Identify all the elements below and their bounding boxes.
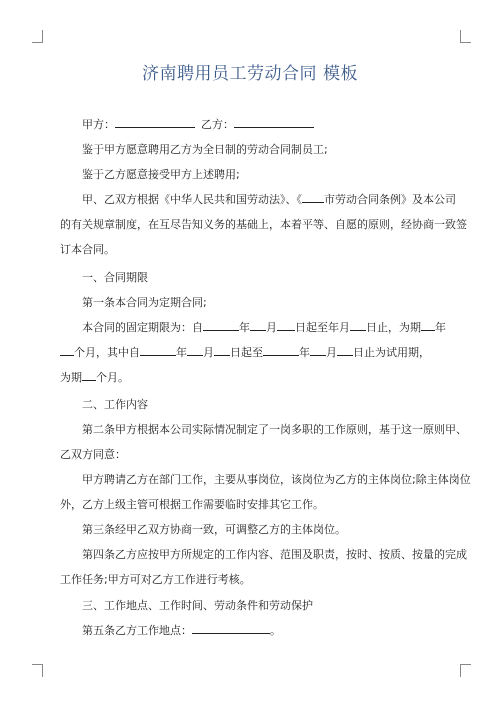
period-years-blank[interactable]	[421, 319, 435, 331]
trial-months-blank[interactable]	[82, 369, 96, 381]
year-word: 年	[299, 346, 310, 359]
paragraph-line: 订本合同。	[60, 243, 115, 256]
trial-end-year-blank[interactable]	[263, 344, 299, 356]
paragraph-line: 第一条本合同为定期合同;	[82, 296, 207, 309]
year-word: 年	[239, 321, 250, 334]
term-text: 本合同的固定期限为：自	[82, 321, 203, 334]
start-year-blank[interactable]	[203, 319, 239, 331]
paragraph-line: 第二条甲方根据本公司实际情况制定了一岗多职的工作原则，基于这一原则甲、	[82, 423, 467, 436]
day-end-trial-text: 日止为试用期，	[353, 346, 430, 359]
term-line	[82, 319, 446, 336]
month-suffix-text: 个月。	[96, 371, 129, 384]
day-from-to-text: 日起至年月	[295, 321, 350, 334]
work-location-line	[82, 622, 281, 639]
trial-text: 个月，其中自	[74, 346, 140, 359]
section-heading: 三、工作地点、工作时间、劳动条件和劳动保护	[82, 599, 313, 612]
month-word: 月	[203, 346, 214, 359]
crop-mark-top-right	[460, 30, 471, 43]
paragraph-line: 甲方聘请乙方在部门工作，主要从事岗位，该岗位为乙方的主体岗位;除主体岗位	[82, 473, 471, 486]
crop-mark-top-left	[32, 30, 43, 43]
crop-mark-bottom-left	[32, 664, 43, 677]
year-word: 年	[176, 346, 187, 359]
work-location-blank[interactable]	[192, 622, 270, 634]
trial-end-month-blank[interactable]	[310, 344, 326, 356]
year-word-2: 年	[435, 321, 446, 334]
document-title: 济南聘用员工劳动合同 模板	[142, 64, 358, 84]
work-location-label: 第五条乙方工作地点：	[82, 624, 192, 637]
paragraph-line: 鉴于甲方愿意聘用乙方为全日制的劳动合同制员工;	[82, 143, 328, 156]
paragraph-line: 第四条乙方应按甲方所规定的工作内容、范围及职责，按时、按质、按量的完成	[82, 548, 467, 561]
period-label: 为期	[60, 371, 82, 384]
party-b-label: 乙方：	[201, 118, 234, 131]
law-reference-text-2: 市劳动合同条例》及本公司	[324, 193, 456, 206]
start-day-blank[interactable]	[277, 319, 295, 331]
crop-mark-bottom-right	[460, 664, 471, 677]
trial-line	[60, 344, 430, 361]
trial-start-month-blank[interactable]	[187, 344, 203, 356]
start-month-blank[interactable]	[250, 319, 266, 331]
paragraph-line	[82, 191, 456, 208]
party-a-label: 甲方：	[82, 118, 115, 131]
paragraph-line: 的有关规章制度，在互尽告知义务的基础上，本着平等、自愿的原则，经协商一致签	[60, 218, 467, 231]
paragraph-line: 鉴于乙方愿意接受甲方上述聘用;	[82, 168, 240, 181]
party-line	[82, 116, 314, 133]
period-mark: 。	[270, 624, 281, 637]
trial-end-day-blank[interactable]	[337, 344, 353, 356]
day-from-text: 日起至	[230, 346, 263, 359]
trial-start-year-blank[interactable]	[140, 344, 176, 356]
month-word: 月	[266, 321, 277, 334]
section-heading: 一、合同期限	[82, 271, 148, 284]
trial-start-day-blank[interactable]	[214, 344, 230, 356]
period-months-blank[interactable]	[60, 344, 74, 356]
paragraph-line: 工作任务;甲方可对乙方工作进行考核。	[60, 573, 251, 586]
end-day-blank[interactable]	[350, 319, 366, 331]
party-b-blank[interactable]	[234, 116, 314, 128]
day-end-text: 日止，为期	[366, 321, 421, 334]
trial-period-line	[60, 369, 129, 386]
party-a-blank[interactable]	[115, 116, 195, 128]
month-word: 月	[326, 346, 337, 359]
paragraph-line: 外，乙方上级主管可根据工作需要临时安排其它工作。	[60, 498, 324, 511]
section-heading: 二、工作内容	[82, 398, 148, 411]
paragraph-line: 第三条经甲乙双方协商一致，可调整乙方的主体岗位。	[82, 523, 346, 536]
paragraph-line: 乙双方同意：	[60, 448, 126, 461]
law-reference-text: 甲、乙双方根据《中华人民共和国劳动法》、《	[82, 193, 302, 206]
city-blank[interactable]	[302, 191, 324, 203]
